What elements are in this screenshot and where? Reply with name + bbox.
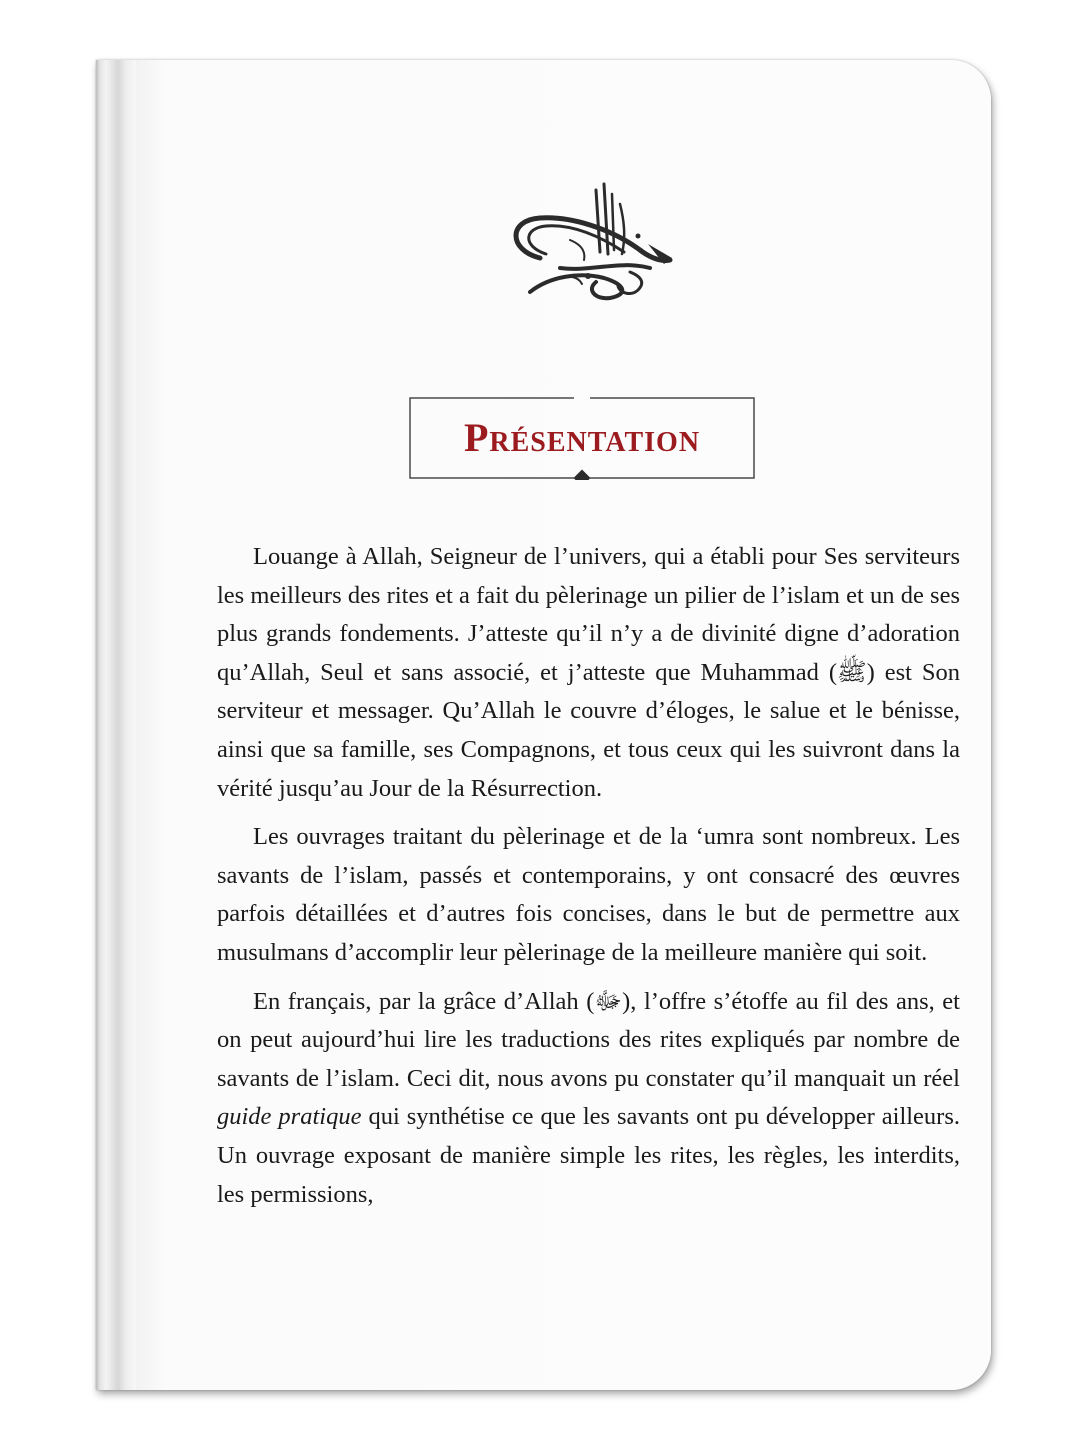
page-title: Présentation	[463, 415, 701, 460]
body-text	[217, 538, 960, 1224]
paragraph-1: Louange à Allah, Seigneur de l’univers, qui a établi pour Ses serviteurs les meilleurs des rites et a fait du pèlerinage un pilier de l’islam et un de ses plus grands fondements. J’atteste qu’il n’y a de divinité digne d’adoration qu’Allah, Seul et sans associé, et j’atteste que Muhammad (ﷺ) est Son serviteur et messager. Qu’Allah le couvre d’éloges, le salue et le bénisse, ainsi que sa famille, ses Compagnons, et tous ceux qui les suivront dans la vérité jusqu’au Jour de la Résurrection.	[217, 543, 960, 802]
diamond-ornament-icon	[574, 470, 591, 480]
paragraph-3	[217, 983, 960, 1215]
book-spine	[96, 60, 136, 1390]
paragraph-3-end: qui synthétise ce que les savants ont pu développer ailleurs. Un ouvrage exposant de manière simple les rites, les règles, les interdits, les permissions,	[217, 1103, 960, 1208]
title-frame	[408, 396, 756, 480]
book-page	[136, 60, 991, 1390]
paragraph-3-start: En français, par la grâce d’Allah (ﷻ), l’offre s’étoffe au fil des ans, et on peut aujourd’hui lire les traductions des rites expliqués par nombre de savants de l’islam. Ceci dit, nous avons pu constater qu’il manquait un réel	[217, 987, 960, 1092]
emphasis-guide-pratique: guide pratique	[217, 1103, 362, 1131]
paragraph-2: Les ouvrages traitant du pèlerinage et de la ‘umra sont nombreux. Les savants de l’islam, passés et contemporains, y ont consacré des œuvres parfois détaillées et d’autres fois concises, dans le but de permettre aux musulmans d’accomplir leur pèlerinage de la meilleure manière qui soit.	[217, 823, 960, 966]
book-cover	[96, 60, 991, 1390]
arabic-calligraphy-basmala-icon	[500, 180, 676, 306]
